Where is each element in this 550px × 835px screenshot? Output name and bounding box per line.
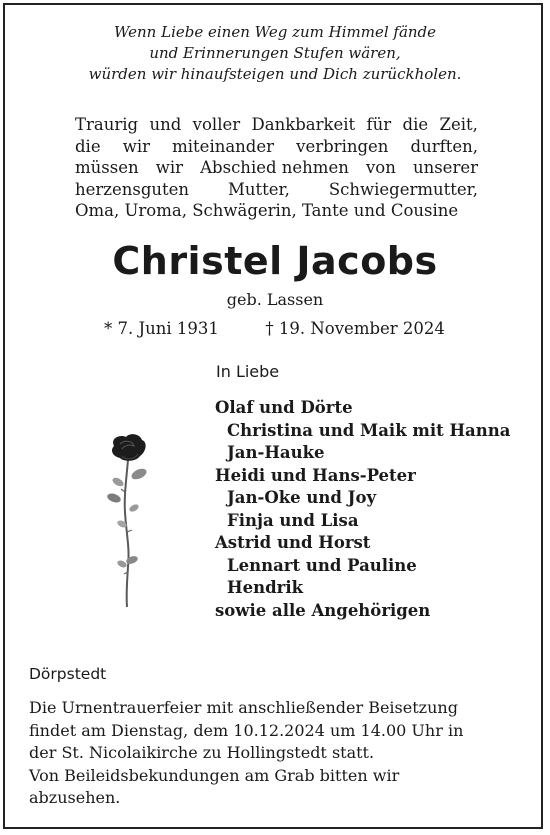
funeral-info <box>29 697 463 810</box>
intro-line: müssen wir Abschied nehmen von unserer <box>75 158 478 177</box>
birth-date: * 7. Juni 1931 <box>104 319 219 338</box>
poem-line: und Erinnerungen Stufen wären, <box>149 44 401 62</box>
maiden-name: geb. Lassen <box>226 290 324 309</box>
place-name: Dörpstedt <box>29 665 107 683</box>
family-entry: Astrid und Horst <box>215 533 371 552</box>
family-entry: Olaf und Dörte <box>215 398 353 417</box>
poem-line: würden wir hinaufsteigen und Dich zurückholen. <box>88 65 462 83</box>
family-entry: Jan-Oke und Joy <box>227 488 377 507</box>
family-entry: sowie alle Angehörigen <box>215 600 431 620</box>
intro-text <box>75 114 478 222</box>
intro-line: herzensguten Mutter, Schwiegermutter, <box>75 179 478 199</box>
life-dates <box>104 318 445 340</box>
funeral-line: Die Urnentrauerfeier mit anschließender Beisetzung <box>29 698 458 717</box>
family-entry: Finja und Lisa <box>227 510 359 530</box>
funeral-line: abzusehen. <box>29 788 121 807</box>
death-date: † 19. November 2024 <box>265 319 445 338</box>
poem-line: Wenn Liebe einen Weg zum Himmel fände <box>113 23 437 41</box>
deceased-name: Christel Jacobs <box>112 239 438 283</box>
intro-line: Oma, Uroma, Schwägerin, Tante und Cousine <box>75 201 459 220</box>
rose-icon <box>100 432 160 612</box>
family-entry: Jan-Hauke <box>227 443 325 462</box>
poem <box>0 22 550 85</box>
funeral-line: findet am Dienstag, dem 10.12.2024 um 14.00 Uhr in <box>29 720 464 740</box>
family-list <box>215 397 510 622</box>
in-liebe-label: In Liebe <box>216 362 280 381</box>
funeral-line: der St. Nicolaikirche zu Hollingstedt statt. <box>29 743 375 762</box>
family-entry: Christina und Maik mit Hanna <box>227 420 511 440</box>
family-entry: Hendrik <box>227 578 304 597</box>
family-entry: Heidi und Hans-Peter <box>215 465 416 485</box>
funeral-line: Von Beileidsbekundungen am Grab bitten wir <box>29 765 400 785</box>
intro-line: Traurig und voller Dankbarkeit für die Zeit, <box>75 115 478 134</box>
intro-line: die wir miteinander verbringen durften, <box>75 136 478 156</box>
family-entry: Lennart und Pauline <box>227 555 417 575</box>
